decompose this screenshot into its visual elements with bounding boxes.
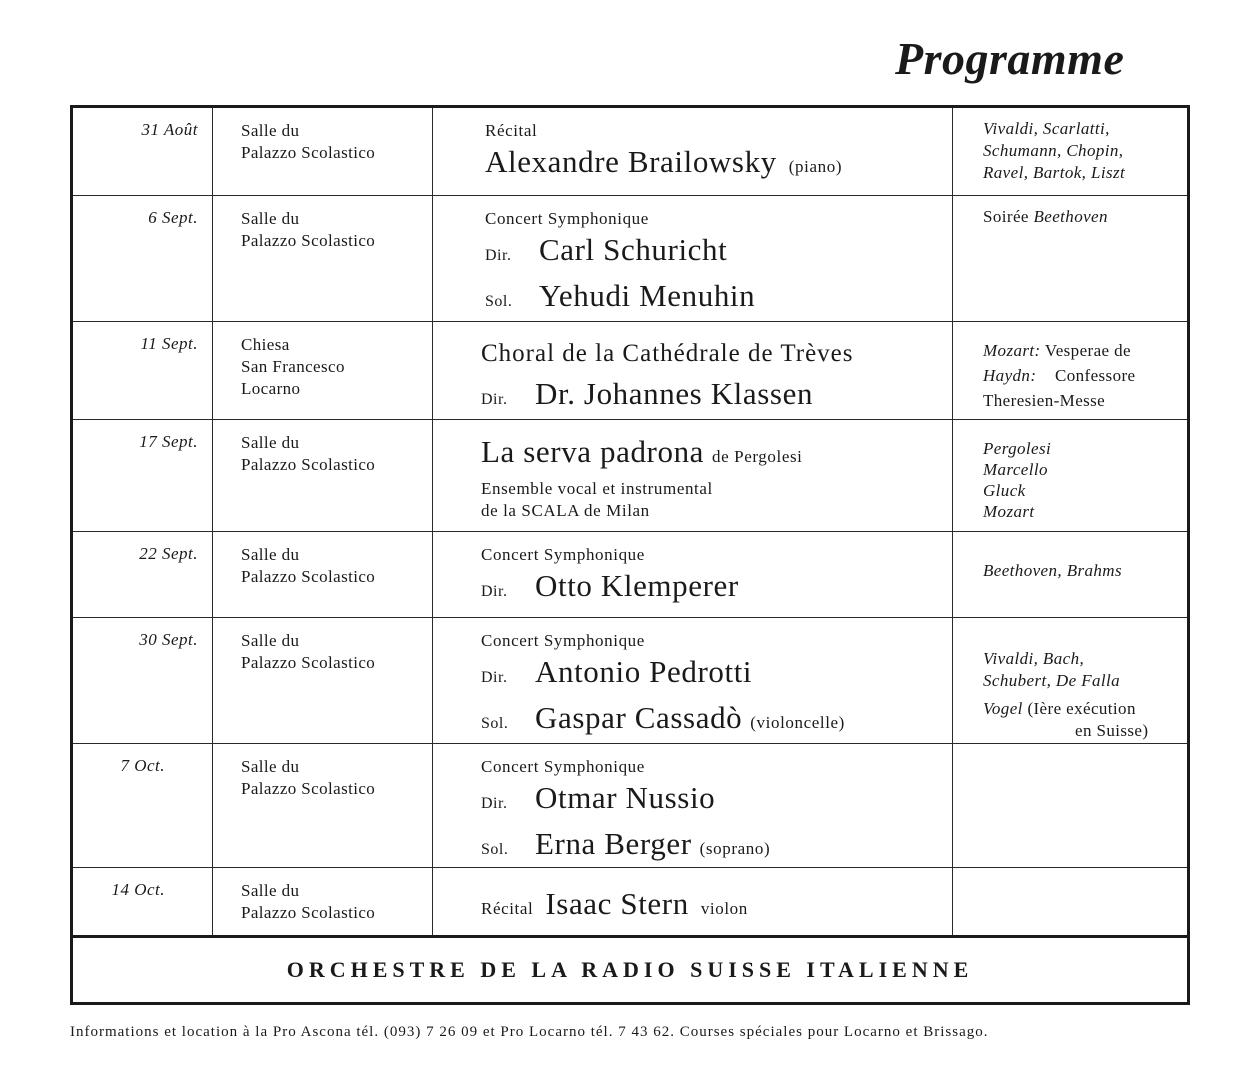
booking-info: Informations et location à la Pro Ascona tél. (093) 7 26 09 et Pro Locarno tél. 7 43 62. Courses spéciales pour Locarno et Brissago. bbox=[70, 1024, 989, 1040]
table-row bbox=[73, 420, 1187, 532]
performers: Concert Symphonique Dir. Antonio Pedrotti Sol. Gaspar Cassadò (violoncelle) bbox=[481, 631, 845, 735]
conductor-name: Carl Schuricht bbox=[539, 232, 728, 267]
orchestra-name: ORCHESTRE DE LA RADIO SUISSE ITALIENNE bbox=[286, 957, 974, 982]
concert-date: 31 Août bbox=[141, 120, 198, 139]
page-title: Programme bbox=[895, 33, 1125, 84]
table-row bbox=[73, 532, 1187, 618]
soloist-name: Gaspar Cassadò bbox=[535, 700, 743, 735]
concert-date: 30 Sept. bbox=[139, 630, 198, 649]
venue: Salle du Palazzo Scolastico bbox=[241, 121, 376, 162]
works-list: Soirée Beethoven bbox=[983, 207, 1108, 226]
venue: Salle du Palazzo Scolastico bbox=[241, 209, 376, 250]
conductor-name: Antonio Pedrotti bbox=[535, 654, 753, 689]
table-row bbox=[73, 744, 1187, 868]
performers: Concert Symphonique Dir. Otto Klemperer bbox=[481, 545, 739, 603]
orchestra-banner bbox=[73, 935, 1187, 1002]
concert-date: 17 Sept. bbox=[139, 432, 198, 451]
venue: Salle du Palazzo Scolastico bbox=[241, 545, 376, 586]
works-list: Vivaldi, Bach, Schubert, De Falla Vogel (Ière exécution en Suisse) bbox=[983, 649, 1149, 740]
artist-name: Isaac Stern bbox=[545, 886, 689, 921]
performers: La serva padrona de Pergolesi Ensemble vocal et instrumental de la SCALA de Milan bbox=[481, 434, 803, 520]
concert-date: 7 Oct. bbox=[120, 756, 165, 775]
artist-name: Alexandre Brailowsky bbox=[485, 144, 777, 179]
works-list: Pergolesi Marcello Gluck Mozart bbox=[983, 439, 1052, 521]
programme-table bbox=[70, 105, 1190, 1005]
soloist-name: Yehudi Menuhin bbox=[539, 278, 756, 313]
venue: Salle du Palazzo Scolastico bbox=[241, 757, 376, 798]
conductor-name: Otto Klemperer bbox=[535, 568, 739, 603]
performers: Choral de la Cathédrale de Trèves Dir. Dr. Johannes Klassen bbox=[481, 334, 944, 420]
performers: Récital Isaac Stern violon bbox=[481, 886, 748, 921]
conductor-name: Dr. Johannes Klassen bbox=[535, 376, 814, 411]
table-row bbox=[73, 618, 1187, 744]
works-list: Mozart: Vesperae de Haydn: Confessore Theresien-Messe bbox=[983, 341, 1136, 410]
venue: Salle du Palazzo Scolastico bbox=[241, 631, 376, 672]
conductor-name: Otmar Nussio bbox=[535, 780, 716, 815]
venue: Chiesa San Francesco Locarno bbox=[241, 335, 345, 398]
works-list: Beethoven, Brahms bbox=[983, 561, 1122, 580]
performers: Récital Alexandre Brailowsky (piano) bbox=[485, 121, 843, 179]
venue: Salle du Palazzo Scolastico bbox=[241, 881, 376, 922]
table-row bbox=[73, 322, 1187, 420]
table-row bbox=[73, 196, 1187, 322]
concert-date: 11 Sept. bbox=[140, 334, 198, 353]
venue: Salle du Palazzo Scolastico bbox=[241, 433, 376, 474]
performers: Concert Symphonique Dir. Carl Schuricht Sol. Yehudi Menuhin bbox=[485, 209, 756, 313]
table-row bbox=[73, 108, 1187, 196]
table-row bbox=[73, 868, 1187, 938]
concert-date: 14 Oct. bbox=[111, 880, 165, 899]
performers: Concert Symphonique Dir. Otmar Nussio Sol. Erna Berger (soprano) bbox=[481, 757, 771, 861]
works-list: Vivaldi, Scarlatti, Schumann, Chopin, Ravel, Bartok, Liszt bbox=[983, 119, 1126, 182]
concert-date: 6 Sept. bbox=[148, 208, 198, 227]
soloist-name: Erna Berger bbox=[535, 826, 692, 861]
opera-title: La serva padrona bbox=[481, 434, 705, 469]
concert-date: 22 Sept. bbox=[139, 544, 198, 563]
choir-name: Choral de la Cathédrale de Trèves bbox=[481, 340, 854, 367]
